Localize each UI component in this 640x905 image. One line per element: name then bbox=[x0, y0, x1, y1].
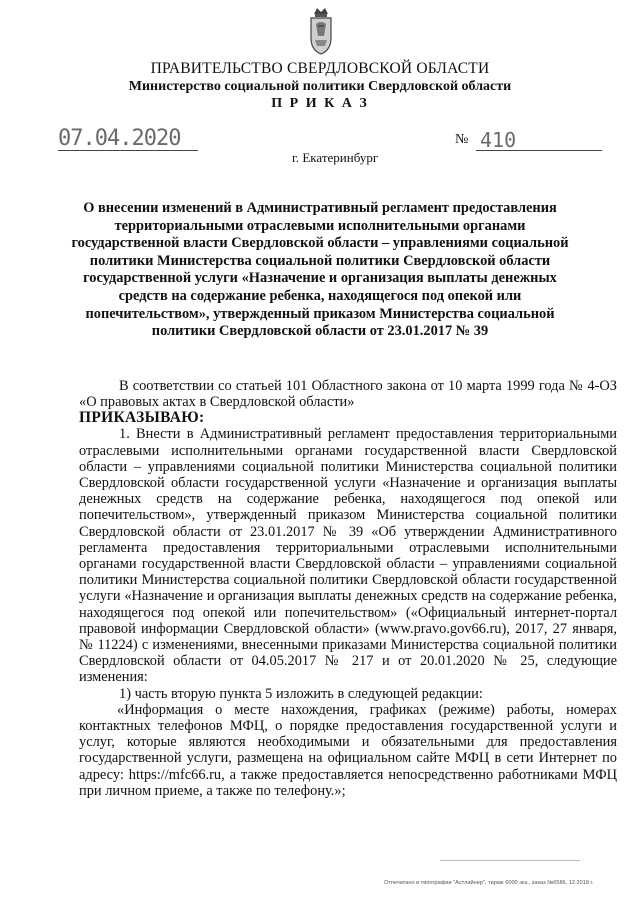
government-name: ПРАВИТЕЛЬСТВО СВЕРДЛОВСКОЙ ОБЛАСТИ bbox=[150, 60, 490, 77]
date-underline bbox=[58, 150, 198, 151]
city: г. Екатеринбург bbox=[292, 150, 379, 165]
handwritten-number: 410 bbox=[480, 128, 517, 152]
quoted-text: «Информация о месте нахождения, графиках (режиме) работы, номерах контактных телефонов МФЦ, о порядке предоставления государственной услуги и услуг, которые являются необходимыми и обязательными для предоставления государственной услуги, размещена на официальном сайте МФЦ в сети Интернет по адресу: https://mfc66.ru, а также предоставляется непосредственно работниками МФЦ при личном приеме, а также по телефону.»; bbox=[79, 701, 617, 799]
handwritten-date: 07.04.2020 bbox=[58, 126, 181, 151]
document-title: О внесении изменений в Административный регламент предоставления территориальными отраслевыми исполнительными органами государственной власти Свердловской области – управлениями социальной политики Министерства социальной политики Свердловской области государственной услуги «Назначение и организация выплаты денежных средств на содержание ребенка, находящегося под опекой или попечительством», утвержденный приказом Министерства социальной политики Свердловской области от 23.01.2017 № 39 bbox=[71, 200, 569, 340]
preamble: В соответствии со статьей 101 Областного закона от 10 марта 1999 года № 4-ОЗ «О правовых актах в Свердловской области» bbox=[79, 378, 617, 411]
order-word: ПРИКАЗЫВАЮ: bbox=[79, 409, 205, 427]
footer-divider bbox=[440, 860, 580, 861]
document-body bbox=[79, 378, 617, 799]
document-type: П Р И К А З bbox=[271, 96, 369, 111]
subitem-1: 1) часть вторую пункта 5 изложить в следующей редакции: bbox=[119, 685, 483, 702]
print-footer: Отпечатано в типографии "Астлайнер", тираж 6000 экз., заказ №6586, 12.2018 г. bbox=[384, 880, 594, 886]
ministry-name: Министерство социальной политики Свердловской области bbox=[128, 79, 512, 94]
coat-of-arms-icon bbox=[306, 4, 336, 56]
item-1: 1. Внести в Административный регламент предоставления территориальными отраслевыми исполнительными органами государственной власти Свердловской области – управлениями социальной политики Министерства социальной политики Свердловской области государственной услуги «Назначение и организация выплаты денежных средств на содержание ребенка, находящегося под опекой или попечительством», утвержденный приказом Министерства социальной политики Свердловской области от 23.01.2017 № 39 «Об утверждении Административного регламента предоставления территориальными отраслевыми исполнительными органами государственной власти Свердловской области – управлениями социальной политики Министерства социальной политики Свердловской области государственной услуги «Назначение и организация выплаты денежных средств на содержание ребенка, находящегося под опекой или попечительством» («Официальный интернет-портал правовой информации Свердловской области» (www.pravo.gov66.ru), 2017, 27 января, № 11224) с изменениями, внесенными приказами Министерства социальной политики Свердловской области от 04.05.2017 № 217 и от 20.01.2020 № 25, следующие изменения: bbox=[79, 426, 617, 686]
number-label: № bbox=[455, 132, 469, 147]
number-underline bbox=[476, 150, 602, 151]
